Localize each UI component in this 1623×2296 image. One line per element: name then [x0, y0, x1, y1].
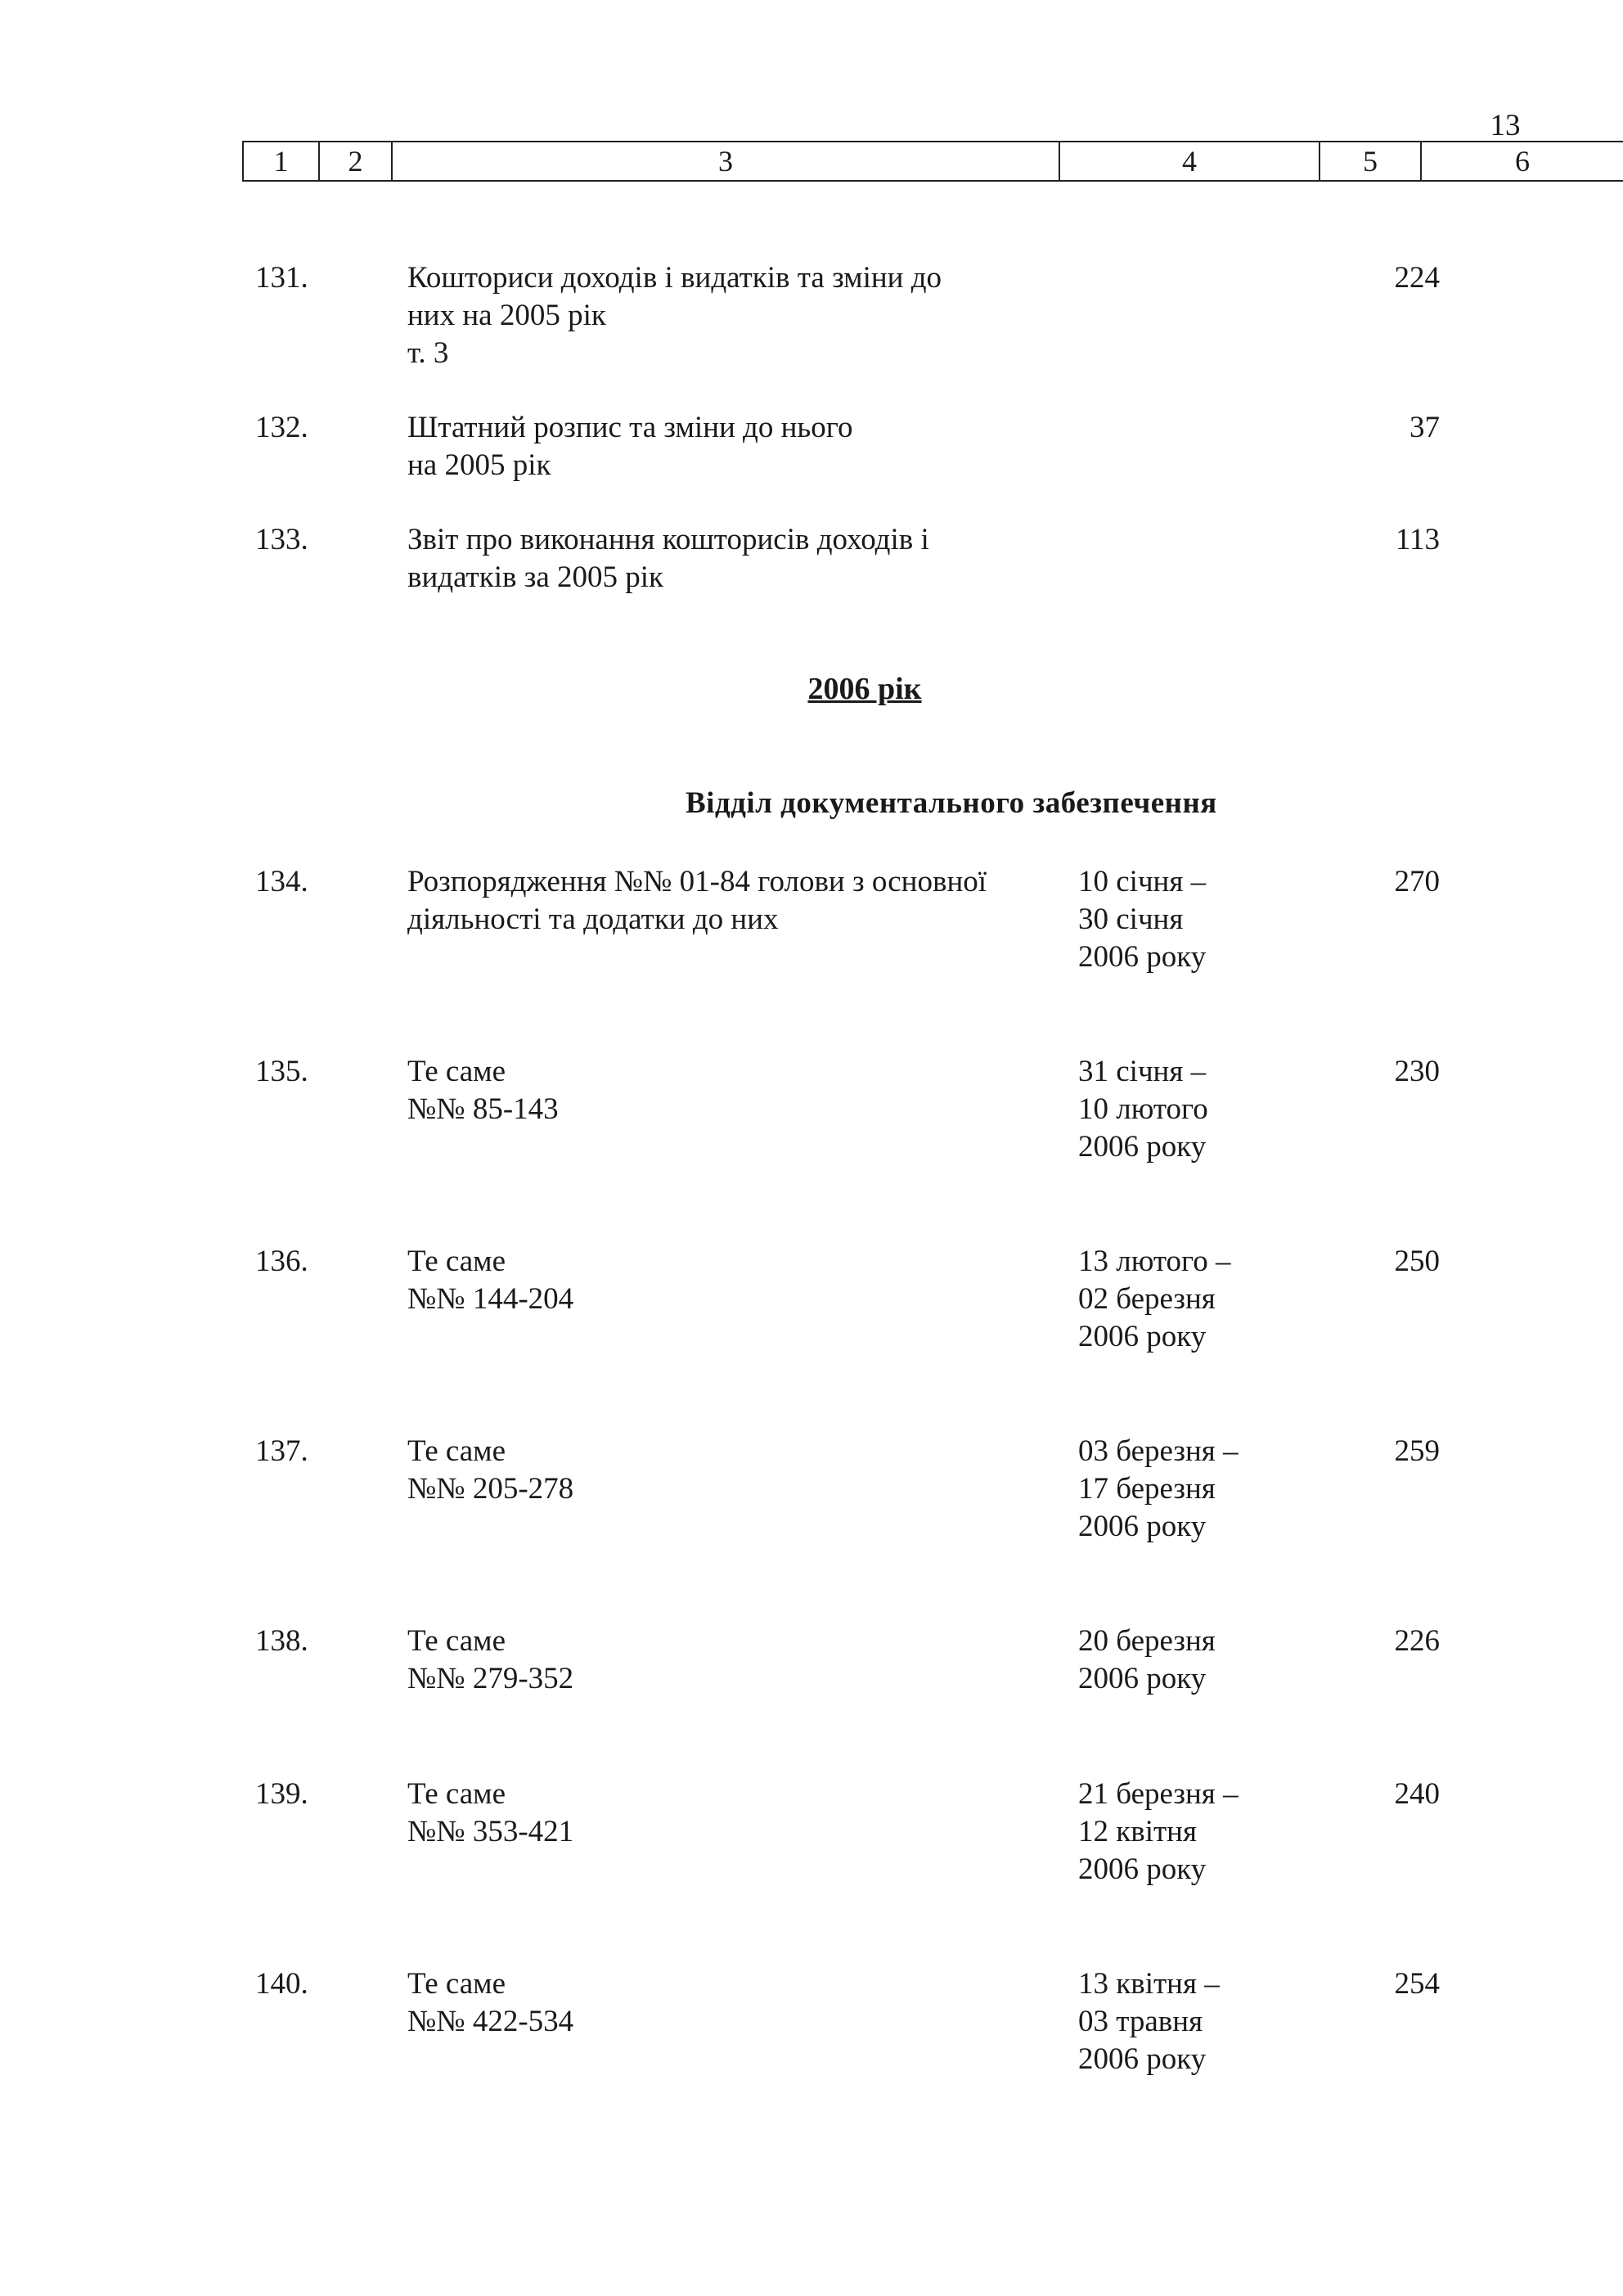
entry-count: 250 — [1394, 1245, 1440, 1278]
entry-number: 139. — [255, 1777, 308, 1811]
column-header-2: 2 — [320, 142, 393, 180]
entry-dates: 20 березня 2006 року — [1078, 1624, 1216, 1695]
column-header-table — [242, 141, 1623, 182]
entry-number: 135. — [255, 1055, 308, 1088]
entry-count: 226 — [1394, 1624, 1440, 1658]
entry-dates: 21 березня – 12 квітня 2006 року — [1078, 1777, 1239, 1886]
column-header-4: 4 — [1060, 142, 1320, 180]
entry-title: Те саме №№ 205-278 — [407, 1434, 574, 1506]
entry-count: 240 — [1394, 1777, 1440, 1811]
entry-dates: 13 квітня – 03 травня 2006 року — [1078, 1967, 1220, 2076]
entry-count: 113 — [1395, 523, 1440, 556]
entry-count: 270 — [1394, 865, 1440, 898]
page-number: 13 — [1490, 109, 1521, 142]
entry-title: Те саме №№ 85-143 — [407, 1055, 559, 1126]
entry-number: 131. — [255, 261, 308, 295]
entry-title: Кошториси доходів і видатків та зміни до них на 2005 рік т. 3 — [407, 261, 942, 370]
entry-dates: 13 лютого – 02 березня 2006 року — [1078, 1245, 1231, 1353]
entry-title: Те саме №№ 279-352 — [407, 1624, 574, 1695]
entry-number: 132. — [255, 411, 308, 444]
entry-title: Звіт про виконання кошторисів доходів і видатків за 2005 рік — [407, 523, 929, 594]
entry-title: Розпорядження №№ 01-84 голови з основної діяльності та додатки до них — [407, 865, 987, 936]
column-header-5: 5 — [1320, 142, 1422, 180]
entry-title: Те саме №№ 353-421 — [407, 1777, 574, 1848]
entry-number: 134. — [255, 865, 308, 898]
entry-count: 254 — [1394, 1967, 1440, 2001]
entry-count: 259 — [1394, 1434, 1440, 1468]
department-heading: Відділ документального забезпечення — [686, 786, 1217, 820]
entry-title: Те саме №№ 422-534 — [407, 1967, 574, 2038]
entry-count: 224 — [1394, 261, 1440, 295]
entry-number: 138. — [255, 1624, 308, 1658]
entry-dates: 03 березня – 17 березня 2006 року — [1078, 1434, 1239, 1543]
entry-number: 136. — [255, 1245, 308, 1278]
column-header-3: 3 — [393, 142, 1060, 180]
entry-number: 137. — [255, 1434, 308, 1468]
entry-title: Штатний розпис та зміни до нього на 2005 рік — [407, 411, 853, 482]
entry-dates: 10 січня – 30 січня 2006 року — [1078, 865, 1207, 974]
entry-count: 37 — [1409, 411, 1440, 444]
column-header-6: 6 — [1515, 145, 1530, 178]
entry-title: Те саме №№ 144-204 — [407, 1245, 574, 1316]
year-heading: 2006 рік — [807, 672, 922, 706]
entry-number: 133. — [255, 523, 308, 556]
entry-count: 230 — [1394, 1055, 1440, 1088]
entry-number: 140. — [255, 1967, 308, 2001]
entry-dates: 31 січня – 10 лютого 2006 року — [1078, 1055, 1208, 1164]
column-header-1: 1 — [244, 142, 320, 180]
